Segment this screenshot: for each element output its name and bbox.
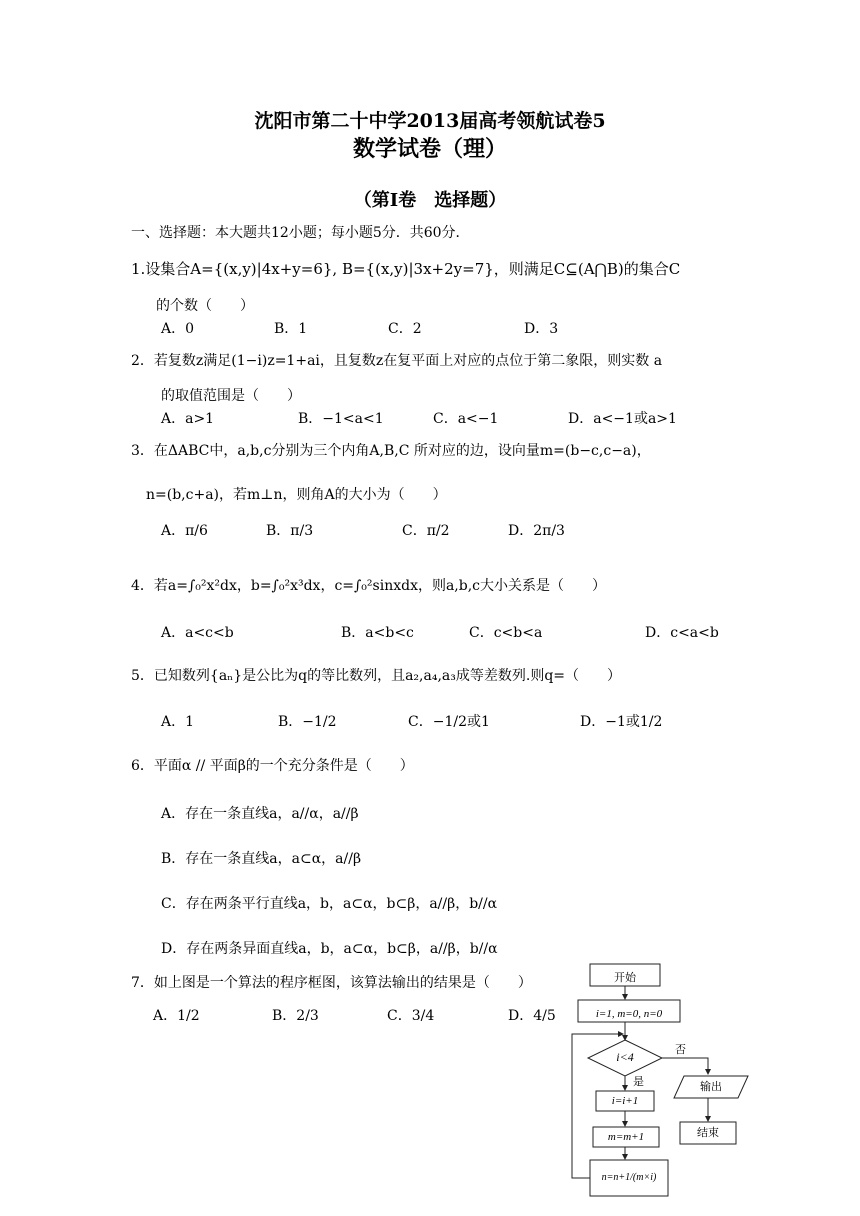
q6-option-d: D．存在两条异面直线a，b，a⊂α，b⊂β，a//β，b//α bbox=[161, 941, 498, 957]
q2-option-d: D．a<−1或a>1 bbox=[568, 411, 677, 427]
flowchart-arrow bbox=[662, 1058, 708, 1074]
q3-option-a bbox=[161, 520, 208, 540]
q7-option-d: D．4/5 bbox=[508, 1008, 556, 1024]
q3-option-d bbox=[508, 520, 565, 540]
flowchart-cond-label: i<4 bbox=[616, 1050, 634, 1064]
q4-option-b: B．a<b<c bbox=[341, 625, 414, 641]
q5-option-d: D．−1或1/2 bbox=[580, 714, 663, 730]
question-5-stem: 5．已知数列{aₙ}是公比为q的等比数列，且a₂,a₄,a₃成等差数列.则q=（ ） bbox=[131, 668, 622, 684]
q3-option-b bbox=[266, 520, 313, 540]
question-2-stem: 2．若复数z满足(1−i)z=1+ai，且复数z在复平面上对应的点位于第二象限，则实数 a bbox=[131, 353, 663, 369]
q3-option-d-text: D．2π/3 bbox=[508, 523, 565, 539]
q7-option-c: C．3/4 bbox=[387, 1008, 435, 1024]
question-4-stem: 4．若a=∫₀²x²dx，b=∫₀²x³dx，c=∫₀²sinxdx，则a,b,c大小关系是（ ） bbox=[131, 578, 607, 594]
q1-option-c: C．2 bbox=[388, 321, 422, 337]
flowchart-step1-label: i=i+1 bbox=[611, 1095, 639, 1107]
q5-option-a: A．1 bbox=[161, 714, 195, 730]
q3-option-b-text: B．π/3 bbox=[266, 523, 314, 539]
q5-option-b: B．−1/2 bbox=[278, 714, 337, 730]
q6-option-b: B．存在一条直线a，a⊂α，a//β bbox=[161, 851, 362, 867]
q5-option-c: C．−1/2或1 bbox=[408, 714, 490, 730]
q2-option-c: C．a<−1 bbox=[433, 411, 499, 427]
question-1-cont: 的个数（ ） bbox=[156, 298, 254, 314]
flowchart-output-label: 输出 bbox=[700, 1080, 722, 1093]
q3-option-c bbox=[402, 520, 450, 540]
exam-subject-title: 数学试卷（理） bbox=[352, 136, 507, 162]
section-intro: 一、选择题：本大题共12小题；每小题5分．共60分． bbox=[131, 225, 470, 241]
flowchart-init-label: i=1, m=0, n=0 bbox=[595, 1008, 663, 1020]
q2-option-b: B．−1<a<1 bbox=[298, 411, 384, 427]
question-1-stem: 1.设集合A={(x,y)|4x+y=6}, B={(x,y)|3x+2y=7}，则满足C⊆(A⋂B)的集合C bbox=[131, 260, 681, 278]
question-3-cont: n=(b,c+a)，若m⊥n，则角A的大小为（ ） bbox=[146, 487, 447, 503]
q4-option-a: A．a<c<b bbox=[161, 625, 234, 641]
question-7-stem: 7．如上图是一个算法的程序框图，该算法输出的结果是（ ） bbox=[131, 975, 532, 991]
flowchart-start-label: 开始 bbox=[614, 971, 636, 984]
exam-school-title: 沈阳市第二十中学2013届高考领航试卷5 bbox=[254, 110, 606, 132]
q4-option-c: C．c<b<a bbox=[469, 625, 543, 641]
q3-option-a-text: A．π/6 bbox=[161, 523, 208, 539]
q3-option-c-text: C．π/2 bbox=[402, 523, 450, 539]
q6-option-c: C．存在两条平行直线a，b，a⊂α，b⊂β，a//β，b//α bbox=[161, 896, 498, 912]
flowchart-step2-label: m=m+1 bbox=[607, 1131, 645, 1143]
flowchart-no-label: 否 bbox=[675, 1043, 686, 1056]
exam-part-title: （第Ⅰ卷 选择题） bbox=[353, 190, 507, 211]
q1-option-d: D．3 bbox=[524, 321, 559, 337]
flowchart-end-label: 结束 bbox=[697, 1126, 719, 1139]
question-6-stem: 6．平面α // 平面β的一个充分条件是（ ） bbox=[131, 758, 414, 774]
q7-option-a: A．1/2 bbox=[153, 1008, 200, 1024]
flowchart-step3-label: n=n+1/(m×i) bbox=[601, 1172, 657, 1183]
q1-option-a: A．0 bbox=[161, 321, 195, 337]
q1-option-b: B．1 bbox=[274, 321, 308, 337]
question-2-cont: 的取值范围是（ ） bbox=[161, 388, 301, 404]
q4-option-d: D．c<a<b bbox=[645, 625, 719, 641]
q2-option-a: A．a>1 bbox=[161, 411, 215, 427]
question-3-stem: 3．在ΔABC中，a,b,c分别为三个内角A,B,C 所对应的边，设向量m=(b−c,c−a)， bbox=[131, 443, 651, 459]
q6-option-a: A．存在一条直线a，a//α，a//β bbox=[161, 806, 359, 822]
flowchart-yes-label: 是 bbox=[633, 1075, 644, 1088]
q7-option-b: B．2/3 bbox=[272, 1008, 319, 1024]
